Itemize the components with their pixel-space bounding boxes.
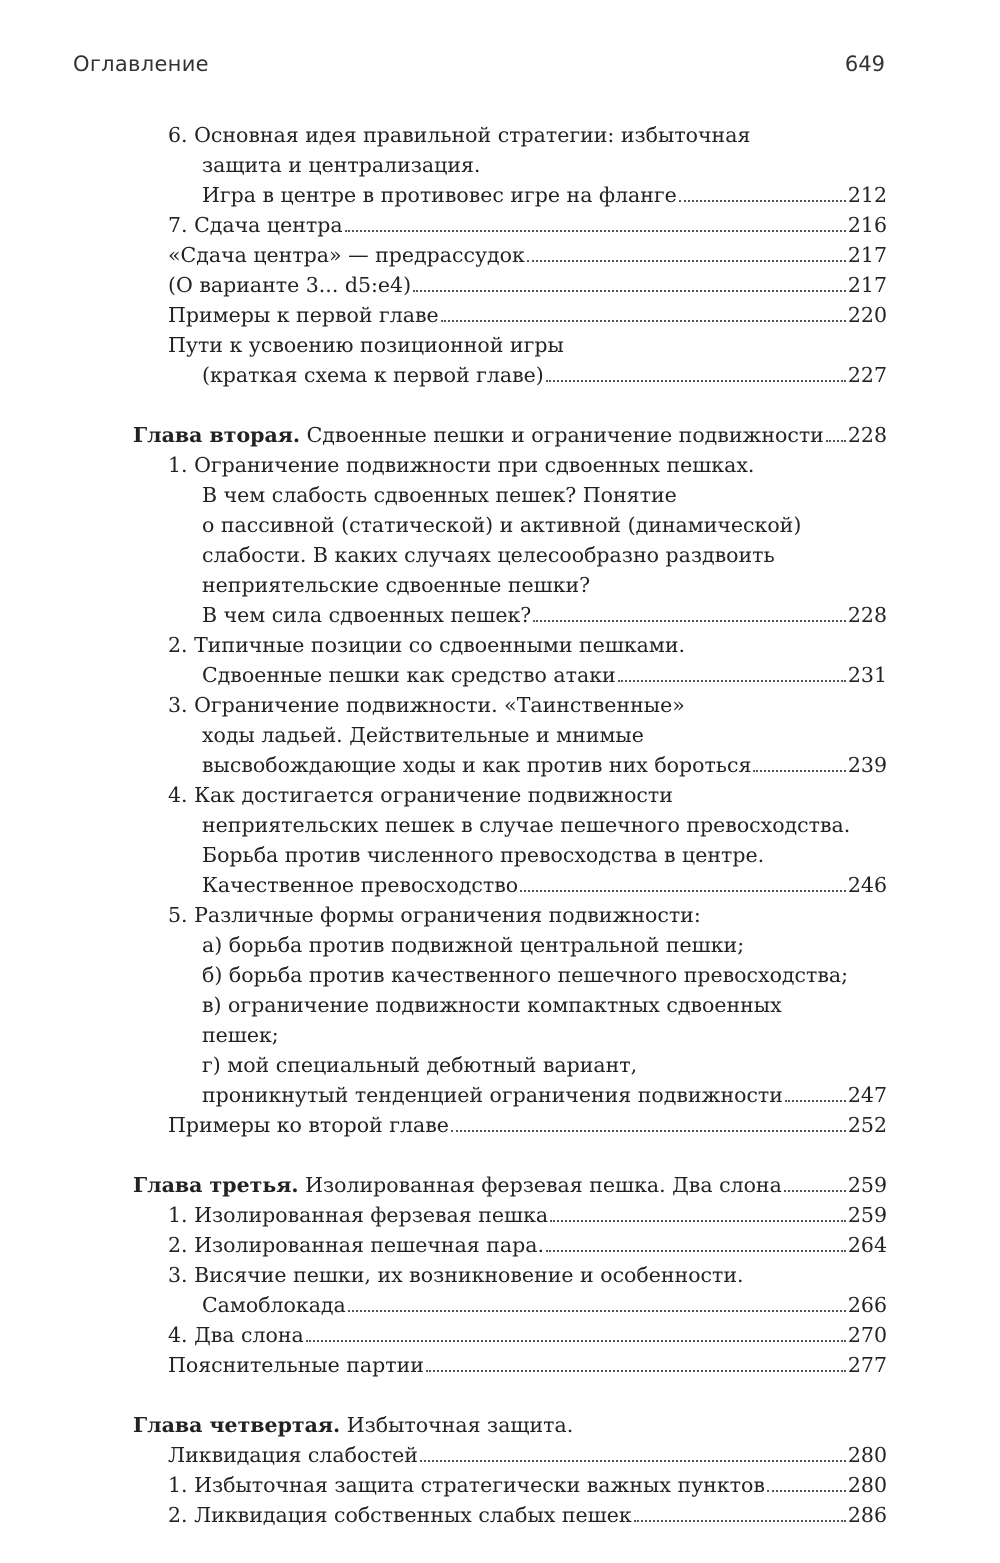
toc-entry[interactable] bbox=[0, 1320, 1000, 1350]
dot-leader bbox=[618, 680, 846, 682]
toc-text: 3. Висячие пешки, их возникновение и особенности. bbox=[168, 1263, 744, 1287]
toc-text: 6. Основная идея правильной стратегии: избыточная bbox=[168, 123, 751, 147]
toc-line bbox=[0, 510, 1000, 540]
toc-page-number: 231 bbox=[847, 663, 887, 687]
header-title: Оглавление bbox=[73, 52, 209, 76]
toc-line bbox=[0, 630, 1000, 660]
toc-entry-title: Примеры к первой главе bbox=[168, 300, 441, 330]
toc-page-number: 252 bbox=[847, 1113, 887, 1137]
toc-line bbox=[0, 930, 1000, 960]
toc-entry-title: Ликвидация слабостей bbox=[168, 1440, 420, 1470]
toc-entry[interactable] bbox=[0, 1350, 1000, 1380]
toc-entry-title: 2. Изолированная пешечная пара. bbox=[168, 1230, 546, 1260]
toc-text: пешек; bbox=[202, 1023, 279, 1047]
dot-leader bbox=[546, 1250, 846, 1252]
toc-page-number: 280 bbox=[847, 1473, 887, 1497]
chapter-label: Глава третья. bbox=[133, 1173, 299, 1197]
toc-text: Борьба против численного превосходства в центре. bbox=[202, 843, 765, 867]
toc-line bbox=[0, 780, 1000, 810]
toc-page-number: 264 bbox=[847, 1233, 887, 1257]
chapter-title: Сдвоенные пешки и ограничение подвижности bbox=[306, 423, 824, 447]
dot-leader bbox=[527, 260, 846, 262]
toc-entry-title: (краткая схема к первой главе) bbox=[202, 360, 546, 390]
toc-page-number: 259 bbox=[847, 1173, 887, 1197]
toc-text: 2. Типичные позиции со сдвоенными пешками. bbox=[168, 633, 686, 657]
toc-line bbox=[0, 540, 1000, 570]
toc-entry[interactable] bbox=[0, 270, 1000, 300]
toc-page-number: 270 bbox=[847, 1323, 887, 1347]
toc-line bbox=[0, 1260, 1000, 1290]
chapter-title: Избыточная защита. bbox=[346, 1413, 574, 1437]
toc-entry-title: Примеры ко второй главе bbox=[168, 1110, 451, 1140]
toc-entry[interactable] bbox=[0, 750, 1000, 780]
toc-entry[interactable] bbox=[0, 600, 1000, 630]
toc-page-number: 280 bbox=[847, 1443, 887, 1467]
dot-leader bbox=[767, 1490, 846, 1492]
toc-entry[interactable] bbox=[0, 1230, 1000, 1260]
dot-leader bbox=[785, 1100, 846, 1102]
toc-entry[interactable] bbox=[0, 1500, 1000, 1530]
dot-leader bbox=[441, 320, 846, 322]
toc-page-number: 239 bbox=[847, 753, 887, 777]
toc-line bbox=[0, 900, 1000, 930]
toc-line bbox=[0, 840, 1000, 870]
toc-entry-title: Качественное превосходство bbox=[202, 870, 520, 900]
toc-page-number: 216 bbox=[847, 213, 887, 237]
toc-page-number: 246 bbox=[847, 873, 887, 897]
toc-page-number: 286 bbox=[847, 1503, 887, 1527]
dot-leader bbox=[634, 1520, 846, 1522]
dot-leader bbox=[420, 1460, 846, 1462]
dot-leader bbox=[306, 1340, 846, 1342]
toc-line bbox=[0, 480, 1000, 510]
toc-page-number: 217 bbox=[847, 243, 887, 267]
toc-entry-title: Игра в центре в противовес игре на фланге bbox=[202, 180, 679, 210]
toc-entry-title: 1. Изолированная ферзевая пешка bbox=[168, 1200, 550, 1230]
toc-text: в) ограничение подвижности компактных сдвоенных bbox=[202, 993, 782, 1017]
toc-entry[interactable] bbox=[0, 360, 1000, 390]
toc-entry-title: 7. Сдача центра bbox=[168, 210, 345, 240]
toc-page-number: 212 bbox=[847, 183, 887, 207]
toc-text: защита и централизация. bbox=[202, 153, 481, 177]
toc-entry[interactable] bbox=[0, 300, 1000, 330]
toc-entry-title: Самоблокада bbox=[202, 1290, 348, 1320]
toc-text: 5. Различные формы ограничения подвижности: bbox=[168, 903, 701, 927]
toc-text: ходы ладьей. Действительные и мнимые bbox=[202, 723, 644, 747]
toc-text: 3. Ограничение подвижности. «Таинственные» bbox=[168, 693, 685, 717]
dot-leader bbox=[550, 1220, 846, 1222]
toc-entry-title: высвобождающие ходы и как против них бороться bbox=[202, 750, 753, 780]
toc-entry[interactable] bbox=[0, 180, 1000, 210]
toc-entry-title: 1. Избыточная защита стратегически важных пунктов bbox=[168, 1470, 767, 1500]
toc-entry[interactable] bbox=[0, 1440, 1000, 1470]
running-header bbox=[73, 52, 885, 84]
chapter-title: Изолированная ферзевая пешка. Два слона bbox=[305, 1173, 782, 1197]
toc-page-number: 247 bbox=[847, 1083, 887, 1107]
toc-text: г) мой специальный дебютный вариант, bbox=[202, 1053, 638, 1077]
dot-leader bbox=[546, 380, 846, 382]
toc-page-number: 266 bbox=[847, 1293, 887, 1317]
toc-entry[interactable] bbox=[0, 240, 1000, 270]
toc-line bbox=[0, 990, 1000, 1020]
toc-page-number: 228 bbox=[847, 603, 887, 627]
toc-entry[interactable] bbox=[0, 210, 1000, 240]
toc-line bbox=[0, 120, 1000, 150]
toc-entry-title: (О варианте 3... d5:e4) bbox=[168, 270, 413, 300]
dot-leader bbox=[426, 1370, 846, 1372]
toc-page-number: 227 bbox=[847, 363, 887, 387]
toc-entry[interactable] bbox=[0, 1290, 1000, 1320]
toc-page-number: 259 bbox=[847, 1203, 887, 1227]
toc-entry[interactable] bbox=[0, 1470, 1000, 1500]
toc-line bbox=[0, 690, 1000, 720]
toc-line bbox=[0, 960, 1000, 990]
toc-entry-title: В чем сила сдвоенных пешек? bbox=[202, 600, 533, 630]
toc-chapter-entry[interactable] bbox=[0, 1170, 1000, 1200]
toc-page-number: 220 bbox=[847, 303, 887, 327]
toc-chapter-line bbox=[0, 1410, 1000, 1440]
toc-entry-title: проникнутый тенденцией ограничения подвижности bbox=[202, 1080, 785, 1110]
toc-entry-title: Пояснительные партии bbox=[168, 1350, 426, 1380]
toc-text: неприятельские сдвоенные пешки? bbox=[202, 573, 591, 597]
dot-leader bbox=[826, 440, 846, 442]
toc-chapter-entry[interactable] bbox=[0, 420, 1000, 450]
dot-leader bbox=[679, 200, 846, 202]
toc-entry-title: «Сдача центра» — предрассудок bbox=[168, 240, 527, 270]
toc-text: о пассивной (статической) и активной (динамической) bbox=[202, 513, 802, 537]
toc-text: 1. Ограничение подвижности при сдвоенных пешках. bbox=[168, 453, 755, 477]
dot-leader bbox=[451, 1130, 846, 1132]
toc-line bbox=[0, 330, 1000, 360]
chapter-label: Глава вторая. bbox=[133, 423, 301, 447]
toc-line bbox=[0, 450, 1000, 480]
toc-line bbox=[0, 1050, 1000, 1080]
toc-line bbox=[0, 570, 1000, 600]
toc-text: б) борьба против качественного пешечного превосходства; bbox=[202, 963, 849, 987]
toc-line bbox=[0, 1020, 1000, 1050]
toc-entry-title: 4. Два слона bbox=[168, 1320, 306, 1350]
toc-text: В чем слабость сдвоенных пешек? Понятие bbox=[202, 483, 677, 507]
dot-leader bbox=[784, 1190, 846, 1192]
toc-entry[interactable] bbox=[0, 660, 1000, 690]
toc-entry-title: 2. Ликвидация собственных слабых пешек bbox=[168, 1500, 634, 1530]
toc-text: Пути к усвоению позиционной игры bbox=[168, 333, 564, 357]
toc-line bbox=[0, 720, 1000, 750]
toc-line bbox=[0, 150, 1000, 180]
dot-leader bbox=[520, 890, 846, 892]
toc-line bbox=[0, 810, 1000, 840]
header-page-number: 649 bbox=[844, 52, 885, 76]
toc-text: а) борьба против подвижной центральной пешки; bbox=[202, 933, 745, 957]
dot-leader bbox=[348, 1310, 846, 1312]
chapter-label: Глава четвертая. bbox=[133, 1413, 341, 1437]
toc-entry[interactable] bbox=[0, 1200, 1000, 1230]
dot-leader bbox=[753, 770, 845, 772]
toc-entry[interactable] bbox=[0, 1110, 1000, 1140]
toc-page-number: 228 bbox=[847, 423, 887, 447]
dot-leader bbox=[413, 290, 846, 292]
toc-entry[interactable] bbox=[0, 1080, 1000, 1110]
toc-text: 4. Как достигается ограничение подвижности bbox=[168, 783, 673, 807]
table-of-contents bbox=[0, 120, 1000, 1530]
toc-entry-title: Сдвоенные пешки как средство атаки bbox=[202, 660, 618, 690]
toc-text: неприятельских пешек в случае пешечного превосходства. bbox=[202, 813, 851, 837]
toc-text: слабости. В каких случаях целесообразно раздвоить bbox=[202, 543, 775, 567]
dot-leader bbox=[345, 230, 846, 232]
toc-page-number: 217 bbox=[847, 273, 887, 297]
toc-page-number: 277 bbox=[847, 1353, 887, 1377]
dot-leader bbox=[533, 620, 846, 622]
toc-entry[interactable] bbox=[0, 870, 1000, 900]
